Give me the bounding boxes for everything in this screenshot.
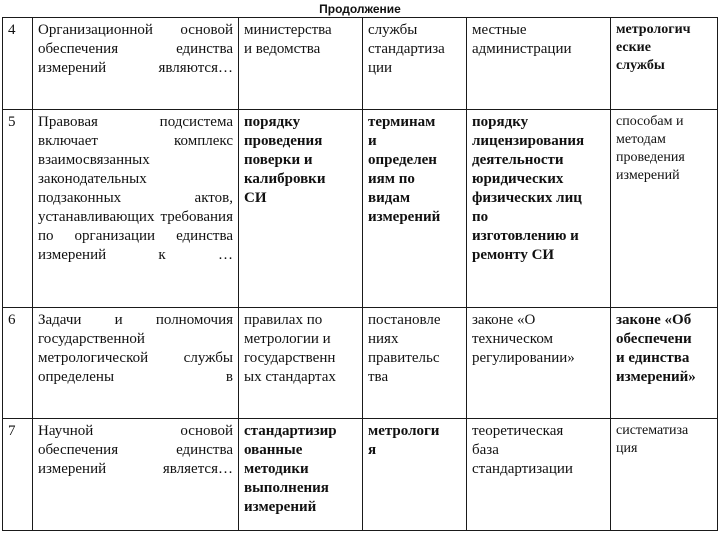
answer-option-text: местные администрации [472,22,572,57]
answer-option-text: порядку проведения поверки и калибровки СИ [244,114,326,206]
answer-option-text: законе «Об обеспечени и единства измерений» [616,312,696,385]
answer-option [239,419,363,531]
answer-option-text: законе «О техническом регулировании» [472,312,575,366]
answer-option [363,110,467,308]
answer-option [239,308,363,419]
answer-option-text: метрологи я [368,423,440,458]
answer-option-text: порядку лицензирования деятельности юридических физических лиц по изготовлению и ремонту СИ [472,114,585,263]
question-text-content: Правовая подсистема включает комплекс взаимосвязанных законодательных подзаконных актов, устанавливающих требования по организации единства измерений к … [38,114,233,263]
answer-option [363,18,467,110]
answer-option-text: службы стандартиза ции [368,22,445,76]
answer-option-text: стандартизир ованные методики выполнения измерений [244,423,337,515]
answer-option [363,419,467,531]
table-row [3,419,718,531]
question-text [33,18,239,110]
table-row [3,18,718,110]
table-row [3,308,718,419]
question-text [33,308,239,419]
answer-option [611,419,718,531]
question-text [33,110,239,308]
question-text-content: Научной основой обеспечения единства измерений является… [38,423,233,477]
answer-option [363,308,467,419]
questions-table [2,17,718,531]
answer-option [611,308,718,419]
answer-option-text: систематиза ция [616,423,689,456]
question-number: 6 [3,308,33,419]
question-number: 5 [3,110,33,308]
question-number: 7 [3,419,33,531]
answer-option-text: теоретическая база стандартизации [472,423,573,477]
answer-option-text: терминам и определен иям по видам измерений [368,114,441,225]
answer-option-text: министерства и ведомства [244,22,332,57]
answer-option [467,308,611,419]
answer-option-text: способам и методам проведения измерений [616,114,685,183]
question-text-content: Задачи и полномочия государственной метрологической службы определены в [38,312,233,385]
answer-option [611,110,718,308]
answer-option [467,18,611,110]
answer-option-text: правилах по метрологии и государственн ых стандартах [244,312,336,385]
table-caption: Продолжение [319,2,401,16]
question-number: 4 [3,18,33,110]
answer-option [239,110,363,308]
table-row [3,110,718,308]
question-text-content: Организационной основой обеспечения единства измерений являются… [38,22,233,76]
answer-option [467,419,611,531]
answer-option-text: метрологич еские службы [616,22,691,73]
answer-option [611,18,718,110]
answer-option-text: постановле ниях правительс тва [368,312,441,385]
question-text [33,419,239,531]
answer-option [239,18,363,110]
answer-option [467,110,611,308]
